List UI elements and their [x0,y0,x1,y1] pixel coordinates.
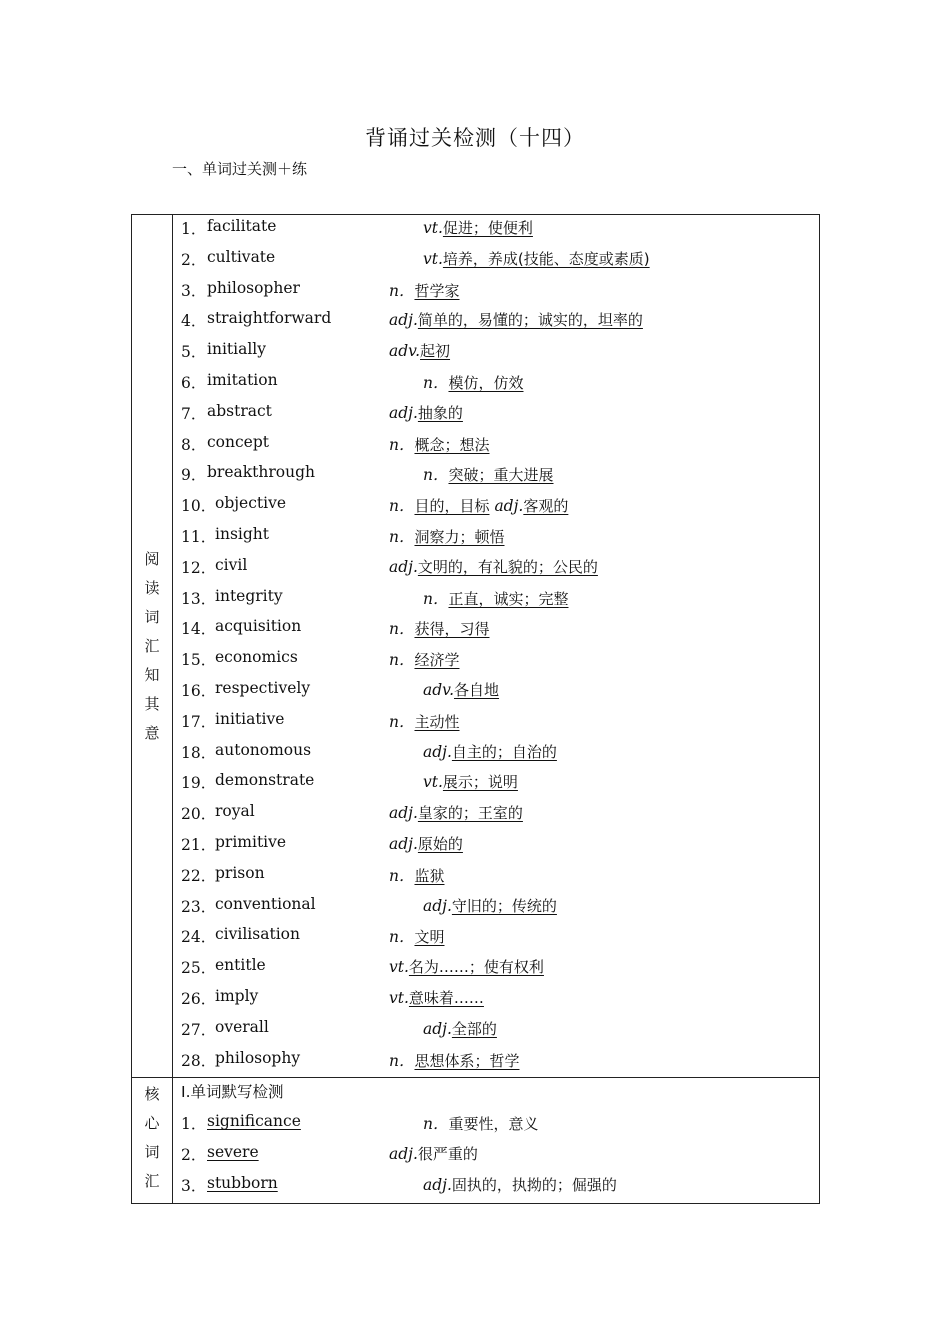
item-word: autonomous [215,740,312,759]
part-of-speech: n． [389,281,415,300]
item-number: 10． [181,497,217,516]
part-of-speech: n． [389,928,415,947]
part-of-speech: n． [389,497,415,516]
item-word: primitive [215,832,287,851]
vocab-row [173,307,819,338]
vocab-row [173,1172,819,1203]
meaning-text: 很严重的 [417,1145,478,1164]
part-of-speech: n． [423,1115,449,1134]
item-definition [389,1143,478,1164]
item-number: 13． [181,589,217,608]
item-definition [423,371,524,393]
item-definition [423,248,650,269]
item-word: insight [215,524,269,543]
item-number: 26． [181,989,217,1008]
item-definition [423,217,533,238]
item-number: 4． [181,312,207,331]
item-number: 8． [181,435,207,454]
item-number: 1． [181,220,207,238]
item-definition [389,433,490,455]
item-word: economics [215,648,298,667]
part-of-speech: adj. [423,742,452,761]
item-definition [389,987,484,1008]
vocab-row [173,615,819,646]
core-heading-text: Ⅰ.单词默写检测 [181,1083,284,1102]
meaning-text: 客观的 [523,497,569,516]
meaning-text: 获得，习得 [414,620,490,639]
item-number: 2． [181,250,207,269]
vocab-row [173,677,819,708]
part-of-speech: vt. [423,249,443,268]
reading-side-label [132,215,173,1077]
meaning-text: 起初 [420,342,451,361]
part-of-speech: adj. [389,1145,418,1164]
item-number: 2． [181,1146,207,1165]
item-word: royal [215,802,255,821]
item-number: 17． [181,712,217,731]
vocab-row [173,1047,819,1078]
side-label-char: 读 [144,578,160,597]
meaning-text: 意味着…… [408,988,484,1007]
part-of-speech: n． [423,589,449,608]
item-word: straightforward [207,309,332,328]
item-definition [389,340,450,361]
item-definition [423,741,557,762]
meaning-text: 主动性 [414,712,460,731]
meaning-text: 全部的 [451,1019,497,1038]
item-number: 24． [181,928,217,947]
reading-block [132,215,819,1077]
item-word: respectively [215,678,311,697]
item-definition [423,771,518,792]
vocab-row [173,739,819,770]
vocab-row [173,1110,819,1141]
meaning-text: 名为……；使有权利 [408,958,544,977]
meaning-text: 重要性，意义 [448,1115,539,1134]
item-definition [423,463,554,485]
item-definition [389,525,505,547]
item-number: 18． [181,743,217,762]
vocab-row [173,862,819,893]
core-word-list [173,1078,819,1202]
part-of-speech: adj. [494,497,524,516]
item-number: 12． [181,558,217,577]
vocab-row [173,400,819,431]
meaning-text: 简单的，易懂的；诚实的，坦率的 [417,311,643,330]
item-word: concept [207,432,269,451]
part-of-speech: adj. [389,557,418,576]
item-word: significance [207,1112,301,1131]
side-label-char: 意 [144,723,160,742]
part-of-speech: n． [389,712,415,731]
item-word: initiative [215,709,285,728]
part-of-speech: adj. [389,403,418,422]
item-definition [389,956,544,977]
item-word: imitation [207,370,278,389]
item-number: 27． [181,1020,217,1039]
meaning-text: 自主的；自治的 [451,742,557,761]
part-of-speech: adj. [389,834,418,853]
vocab-row [173,923,819,954]
meaning-text: 固执的，执拗的；倔强的 [451,1175,617,1194]
item-definition [389,864,445,886]
item-word: demonstrate [215,771,315,790]
side-label-char: 词 [144,1143,160,1162]
part-of-speech: vt. [423,219,443,237]
item-word: cultivate [207,247,276,266]
item-number: 20． [181,805,217,824]
part-of-speech: n． [389,527,415,546]
vocab-row [173,1141,819,1172]
side-label-char: 核 [144,1085,160,1104]
side-label-char: 阅 [144,549,160,568]
vocab-row [173,554,819,585]
item-word: facilitate [207,217,277,235]
vocab-row [173,646,819,677]
meaning-text: 展示；说明 [442,773,518,792]
vocab-row [173,985,819,1016]
item-number: 3． [181,281,207,300]
item-word: objective [215,494,287,513]
meaning-text: 文明 [414,928,445,947]
vocab-table [131,214,820,1204]
item-definition [389,648,460,670]
vocab-row [173,215,819,246]
core-side-label [132,1078,173,1202]
vocab-row [173,338,819,369]
item-definition [389,802,523,823]
part-of-speech: adv. [389,342,421,361]
item-definition [423,1018,497,1039]
vocab-row [173,246,819,277]
item-word: entitle [215,956,266,975]
item-word: integrity [215,586,283,605]
item-word: initially [207,340,266,359]
item-number: 6． [181,373,207,392]
meaning-text: 文明的，有礼貌的；公民的 [417,557,598,576]
vocab-row [173,492,819,523]
item-definition [423,679,499,700]
part-of-speech: adj. [423,1019,452,1038]
part-of-speech: vt. [423,773,443,792]
item-definition [389,279,460,301]
item-definition [389,494,568,516]
item-definition [389,833,463,854]
item-word: overall [215,1017,269,1036]
part-of-speech: n． [389,651,415,670]
item-number: 25． [181,959,217,978]
item-definition [389,710,460,732]
part-of-speech: n． [389,866,415,885]
vocab-row [173,461,819,492]
side-label-char: 汇 [144,1172,160,1191]
item-definition [423,1112,539,1134]
vocab-row [173,893,819,924]
meaning-text: 思想体系；哲学 [414,1051,520,1070]
part-of-speech: n． [423,373,449,392]
item-number: 5． [181,343,207,362]
section-heading: 一、单词过关测＋练 [172,160,308,178]
meaning-text: 抽象的 [417,403,463,422]
vocab-row [173,277,819,308]
side-label-char: 知 [144,665,160,684]
item-definition [389,1049,520,1071]
meaning-text: 守旧的；传统的 [451,896,557,915]
part-of-speech: adj. [389,804,418,823]
meaning-text: 哲学家 [414,281,460,300]
item-word: breakthrough [207,463,315,482]
item-number: 3． [181,1176,207,1195]
vocab-row [173,1016,819,1047]
item-word: prison [215,863,265,882]
reading-word-list [173,215,819,1077]
part-of-speech: vt. [389,958,409,977]
item-definition [423,1174,617,1195]
part-of-speech: n． [389,1051,415,1070]
item-word: imply [215,986,259,1005]
item-number: 28． [181,1051,217,1070]
meaning-text: 培养，养成(技能、态度或素质) [442,249,650,268]
side-label-char: 汇 [144,636,160,655]
part-of-speech: n． [423,466,449,485]
vocab-row [173,431,819,462]
item-word: acquisition [215,617,302,636]
item-word: philosophy [215,1048,301,1067]
item-definition [389,925,445,947]
part-of-speech: adj. [423,896,452,915]
core-block [132,1077,819,1202]
item-number: 23． [181,897,217,916]
page-title: 背诵过关检测（十四） [365,126,585,150]
meaning-text: 突破；重大进展 [448,466,554,485]
item-definition [389,309,643,330]
part-of-speech: adv. [423,680,455,699]
meaning-text: 促进；使便利 [442,219,533,237]
item-definition [389,402,463,423]
item-definition [423,895,557,916]
item-word: philosopher [207,278,300,297]
vocab-row [173,369,819,400]
item-number: 11． [181,527,217,546]
meaning-text: 原始的 [417,834,463,853]
item-word: civilisation [215,925,300,944]
item-definition [389,556,598,577]
vocab-row [173,769,819,800]
item-word: severe [207,1143,259,1162]
meaning-text: 概念；想法 [414,435,490,454]
meaning-text: 目的，目标 [414,497,490,516]
meaning-text: 模仿，仿效 [448,373,524,392]
vocab-row [173,800,819,831]
item-word: civil [215,555,248,574]
side-label-char: 词 [144,607,160,626]
part-of-speech: adj. [389,311,418,330]
item-word: stubborn [207,1173,278,1192]
side-label-char: 心 [144,1114,160,1133]
item-definition [423,587,569,609]
item-number: 16． [181,681,217,700]
side-label-char: 其 [144,694,160,713]
item-number: 21． [181,835,217,854]
item-number: 9． [181,466,207,485]
item-number: 15． [181,651,217,670]
vocab-row [173,708,819,739]
part-of-speech: vt. [389,988,409,1007]
item-number: 22． [181,866,217,885]
vocab-row [173,831,819,862]
item-word: abstract [207,401,272,420]
item-number: 14． [181,620,217,639]
item-number: 1． [181,1115,207,1134]
item-number: 19． [181,774,217,793]
meaning-text: 皇家的；王室的 [417,804,523,823]
meaning-text: 经济学 [414,651,460,670]
meaning-text: 洞察力；顿悟 [414,527,505,546]
vocab-row [173,954,819,985]
part-of-speech: n． [389,620,415,639]
part-of-speech: n． [389,435,415,454]
vocab-row [173,585,819,616]
item-definition [389,617,490,639]
meaning-text: 各自地 [454,680,500,699]
vocab-row [173,523,819,554]
item-word: conventional [215,894,316,913]
meaning-text: 监狱 [414,866,445,885]
part-of-speech: adj. [423,1175,452,1194]
core-heading [173,1078,819,1110]
meaning-text: 正直，诚实；完整 [448,589,569,608]
item-number: 7． [181,404,207,423]
